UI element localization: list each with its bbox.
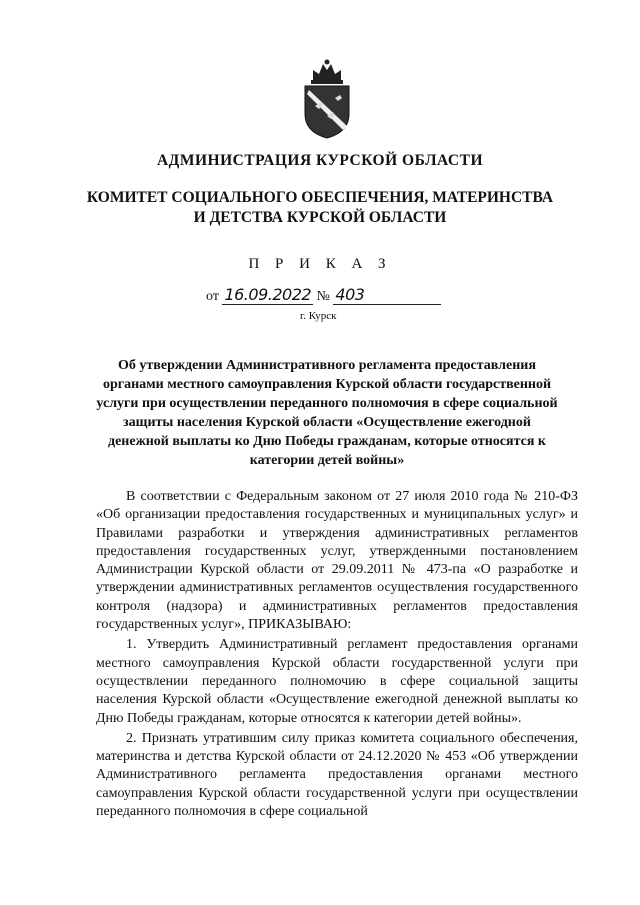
order-body	[96, 488, 578, 821]
paragraph-item-1: 1. Утвердить Административный регламент предоставления органами местного самоуправления Курской области государственной услуги при осуществлении переданного полномочию в сфере социальной защиты населения Курской области «Осуществление ежегодной денежной выплаты ко Дню Победы гражданам, которые относятся к категории детей войны».	[96, 637, 578, 726]
paragraph-preamble: В соответствии с Федеральным законом от 27 июля 2010 года № 210-ФЗ «Об организации предоставления государственных и муниципальных услуг» и Правилами разработки и утверждения административных регламентов предоставления государственных услуг, утвержденными постановлением Администрации Курской области от 29.09.2011 № 473-па «О разработке и утверждении административных регламентов осуществления государственного контроля (надзора) и административных регламентов предоставления государственных услуг», ПРИКАЗЫВАЮ:	[96, 489, 578, 633]
order-date: 16.09.2022	[224, 285, 312, 304]
paragraph-item-2: 2. Признать утратившим силу приказ комитета социального обеспечения, материнства и детства Курской области от 24.12.2020 № 453 «Об утверждении Административного регламента предоставления органами местного самоуправления Курской области государственной услуги при осуществлении переданного полномочия в сфере социальной	[96, 730, 578, 820]
order-number: 403	[333, 286, 441, 305]
number-prefix: №	[316, 289, 330, 304]
administration-title: АДМИНИСТРАЦИЯ КУРСКОЙ ОБЛАСТИ	[156, 152, 484, 169]
committee-line-1: КОМИТЕТ СОЦИАЛЬНОГО ОБЕСПЕЧЕНИЯ, МАТЕРИНСТВА	[86, 189, 554, 206]
order-heading: П Р И К А З	[248, 256, 392, 272]
date-prefix: от	[206, 289, 219, 304]
committee-line-2: И ДЕТСТВА КУРСКОЙ ОБЛАСТИ	[193, 209, 447, 226]
committee-title	[0, 188, 640, 228]
order-date-number	[206, 286, 441, 305]
coat-of-arms-icon	[299, 58, 355, 140]
city-label: г. Курск	[300, 310, 337, 322]
order-subject: Об утверждении Административного регламента предоставления органами местного самоуправления Курской области государственной услуги при осуществлении переданного полномочия в сфере социальной защиты населения Курской области «Осуществление ежегодной денежной выплаты ко Дню Победы гражданам, которые относятся к категории детей войны»	[96, 358, 558, 468]
